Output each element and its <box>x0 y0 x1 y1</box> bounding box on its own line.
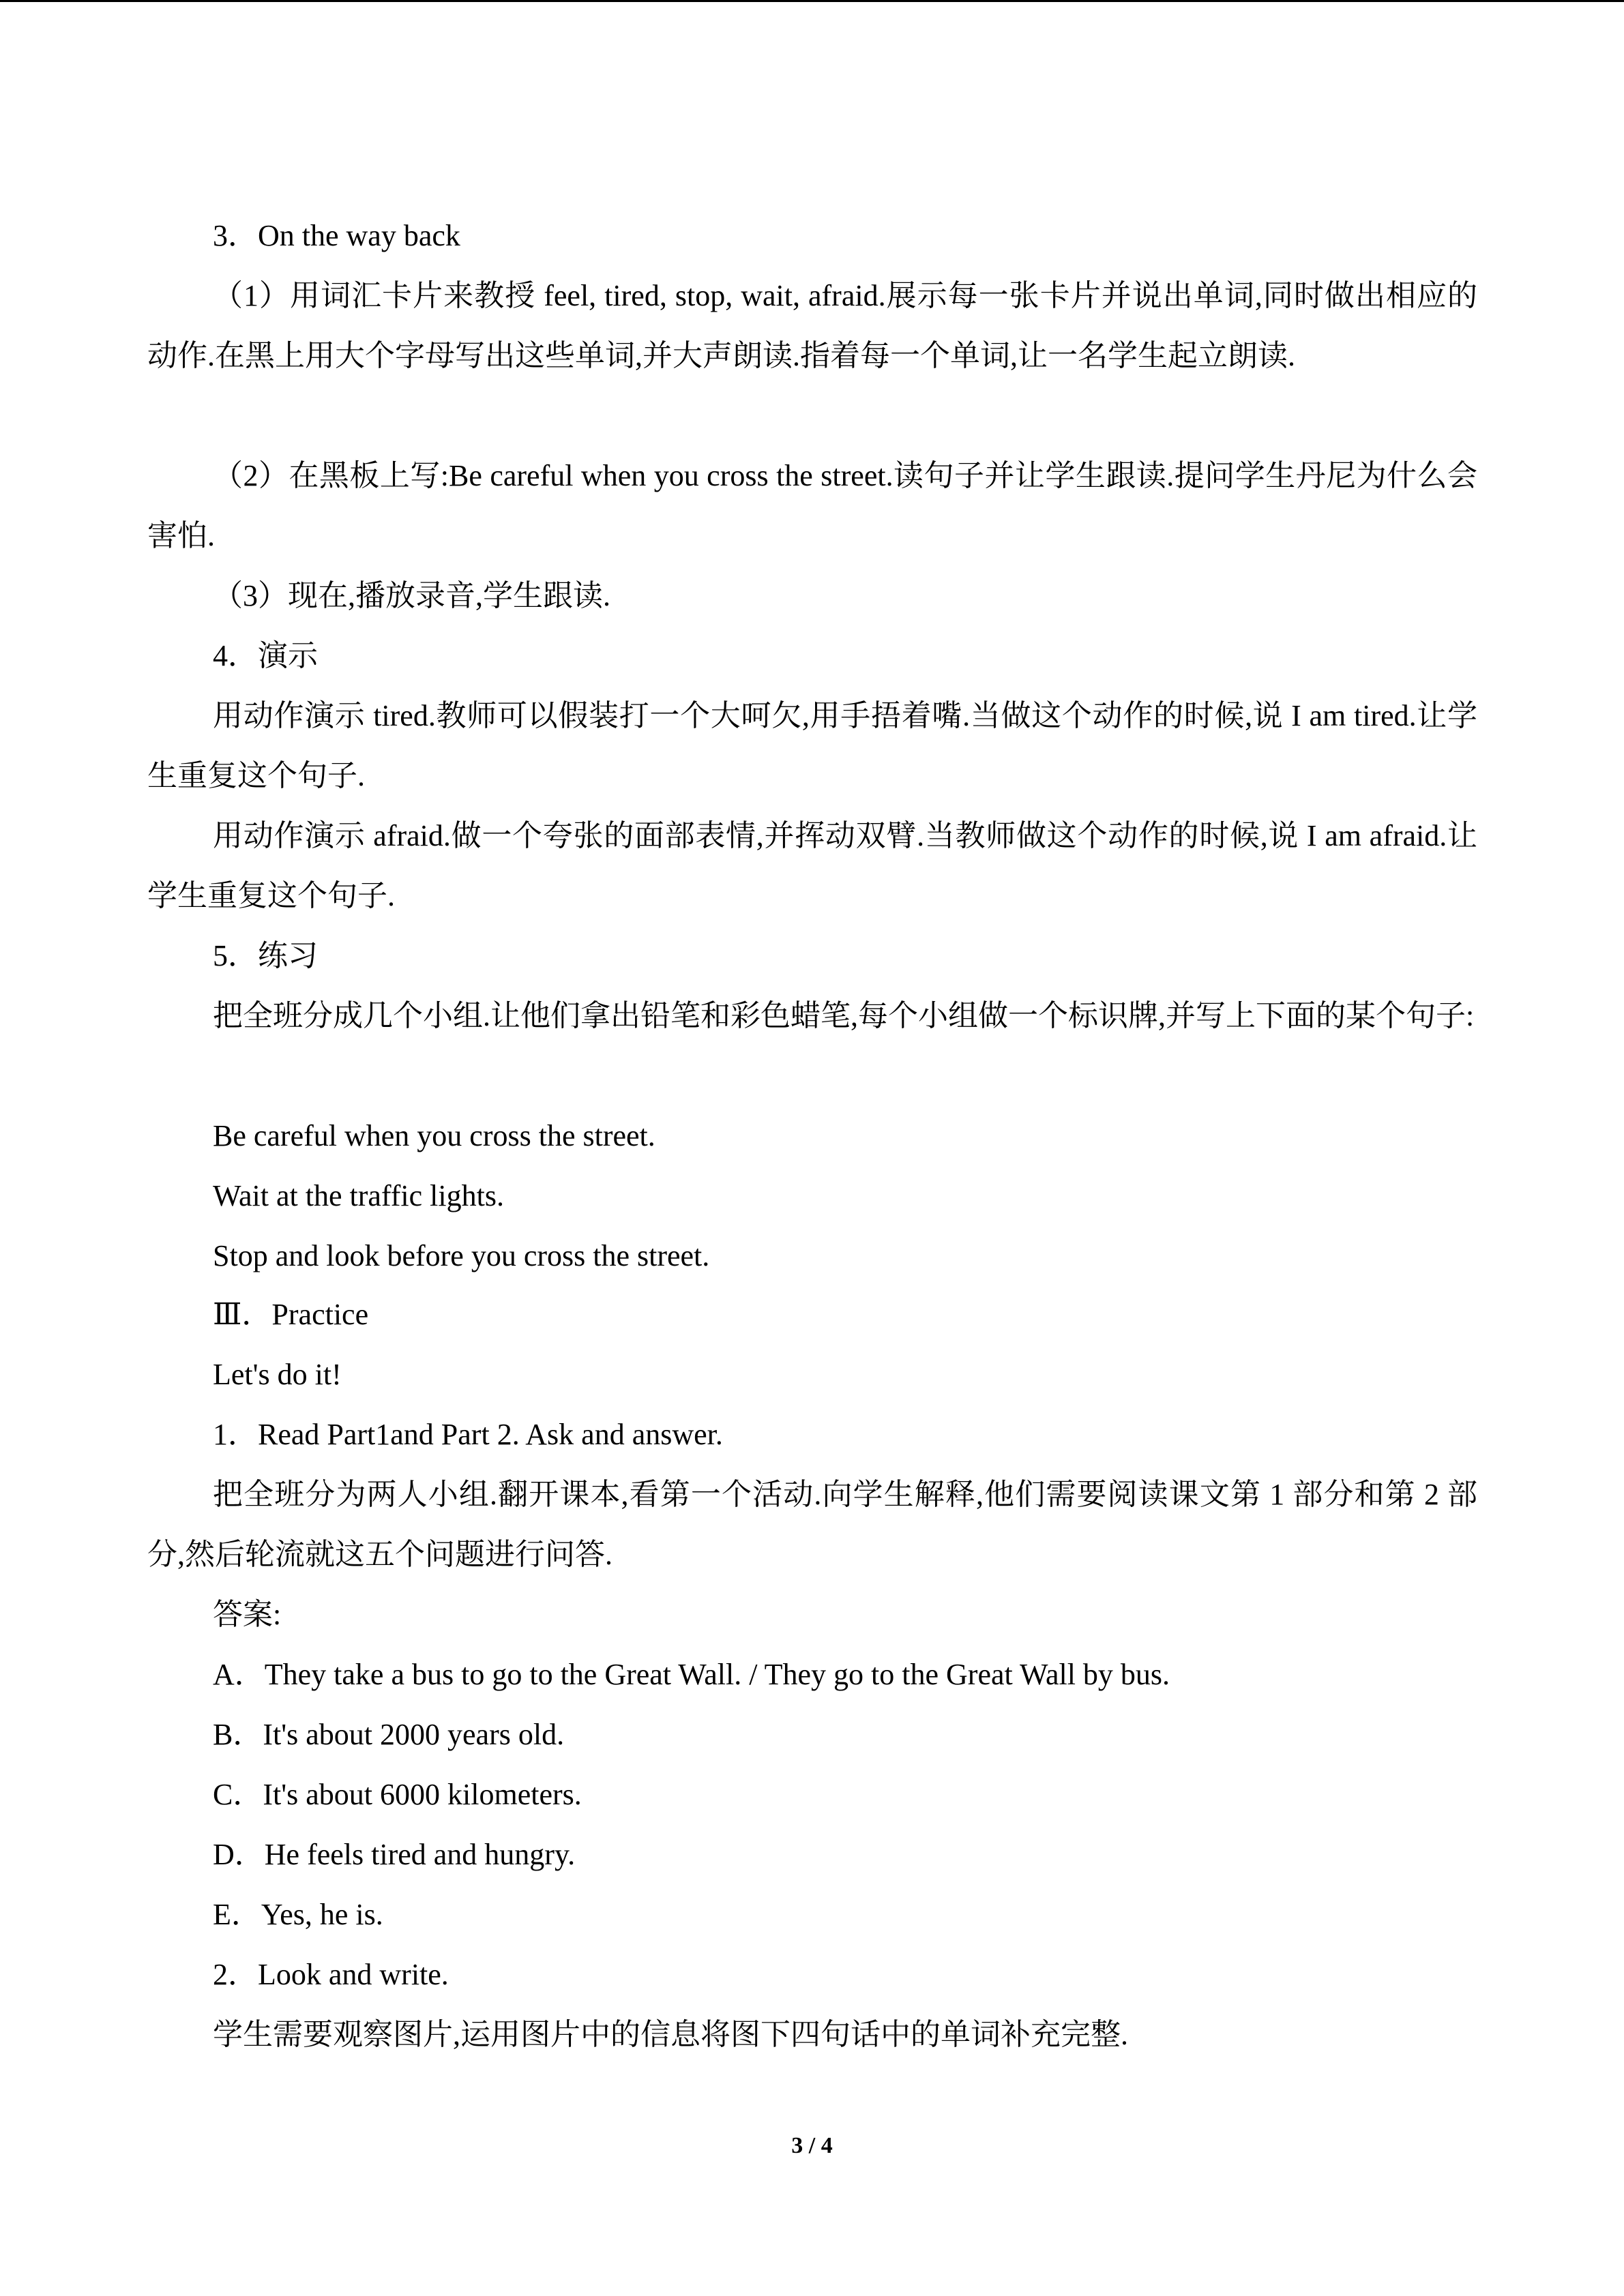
paragraph-pair-work: 把全班分为两人小组.翻开课本,看第一个活动.向学生解释,他们需要阅读课文第 1 部分和第 2 部分,然后轮流就这五个问题进行问答. <box>147 1478 1477 1571</box>
paragraph-step-2: （2）在黑板上写:Be careful when you cross the street.读句子并让学生跟读.提问学生丹尼为什么会害怕. <box>147 459 1477 552</box>
task-look-and-write: 2．Look and write. <box>213 1958 449 1991</box>
answer-a: A．They take a bus to go to the Great Wall. / They go to the Great Wall by bus. <box>213 1658 1170 1691</box>
paragraph-demo-afraid: 用动作演示 afraid.做一个夸张的面部表情,并挥动双臂.当教师做这个动作的时候,说 I am afraid.让学生重复这个句子. <box>147 819 1477 912</box>
sentence-be-careful: Be careful when you cross the street. <box>213 1119 655 1152</box>
answer-e: E．Yes, he is. <box>213 1898 383 1931</box>
heading-demonstrate: 4．演示 <box>213 639 318 672</box>
top-border-line <box>0 0 1624 2</box>
heading-practice-cn: 5．练习 <box>213 939 318 972</box>
answer-c: C．It's about 6000 kilometers. <box>213 1778 582 1811</box>
label-answers: 答案: <box>213 1598 282 1631</box>
heading-practice: Ⅲ．Practice <box>213 1298 369 1331</box>
sentence-stop-look: Stop and look before you cross the street. <box>213 1239 710 1272</box>
sentence-wait-lights: Wait at the traffic lights. <box>213 1179 504 1212</box>
answer-d: D．He feels tired and hungry. <box>213 1838 576 1871</box>
heading-lets-do-it: Let's do it! <box>213 1358 342 1391</box>
heading-on-the-way-back: 3．On the way back <box>213 219 460 252</box>
paragraph-step-3: （3）现在,播放录音,学生跟读. <box>213 579 610 612</box>
task-read-ask-answer: 1．Read Part1and Part 2. Ask and answer. <box>213 1418 723 1451</box>
paragraph-step-1: （1）用词汇卡片来教授 feel, tired, stop, wait, afraid.展示每一张卡片并说出单词,同时做出相应的动作.在黑上用大个字母写出这些单词,并大声朗读.指着每一个单词,让一名学生起立朗读. <box>147 279 1477 372</box>
answer-b: B．It's about 2000 years old. <box>213 1718 565 1751</box>
paragraph-group-signs: 把全班分成几个小组.让他们拿出铅笔和彩色蜡笔,每个小组做一个标识牌,并写上下面的某个句子: <box>213 999 1475 1032</box>
paragraph-demo-tired: 用动作演示 tired.教师可以假装打一个大呵欠,用手捂着嘴.当做这个动作的时候,说 I am tired.让学生重复这个句子. <box>147 699 1477 792</box>
paragraph-observe-picture: 学生需要观察图片,运用图片中的信息将图下四句话中的单词补充完整. <box>213 2018 1128 2051</box>
page-number: 3 / 4 <box>791 2133 833 2158</box>
